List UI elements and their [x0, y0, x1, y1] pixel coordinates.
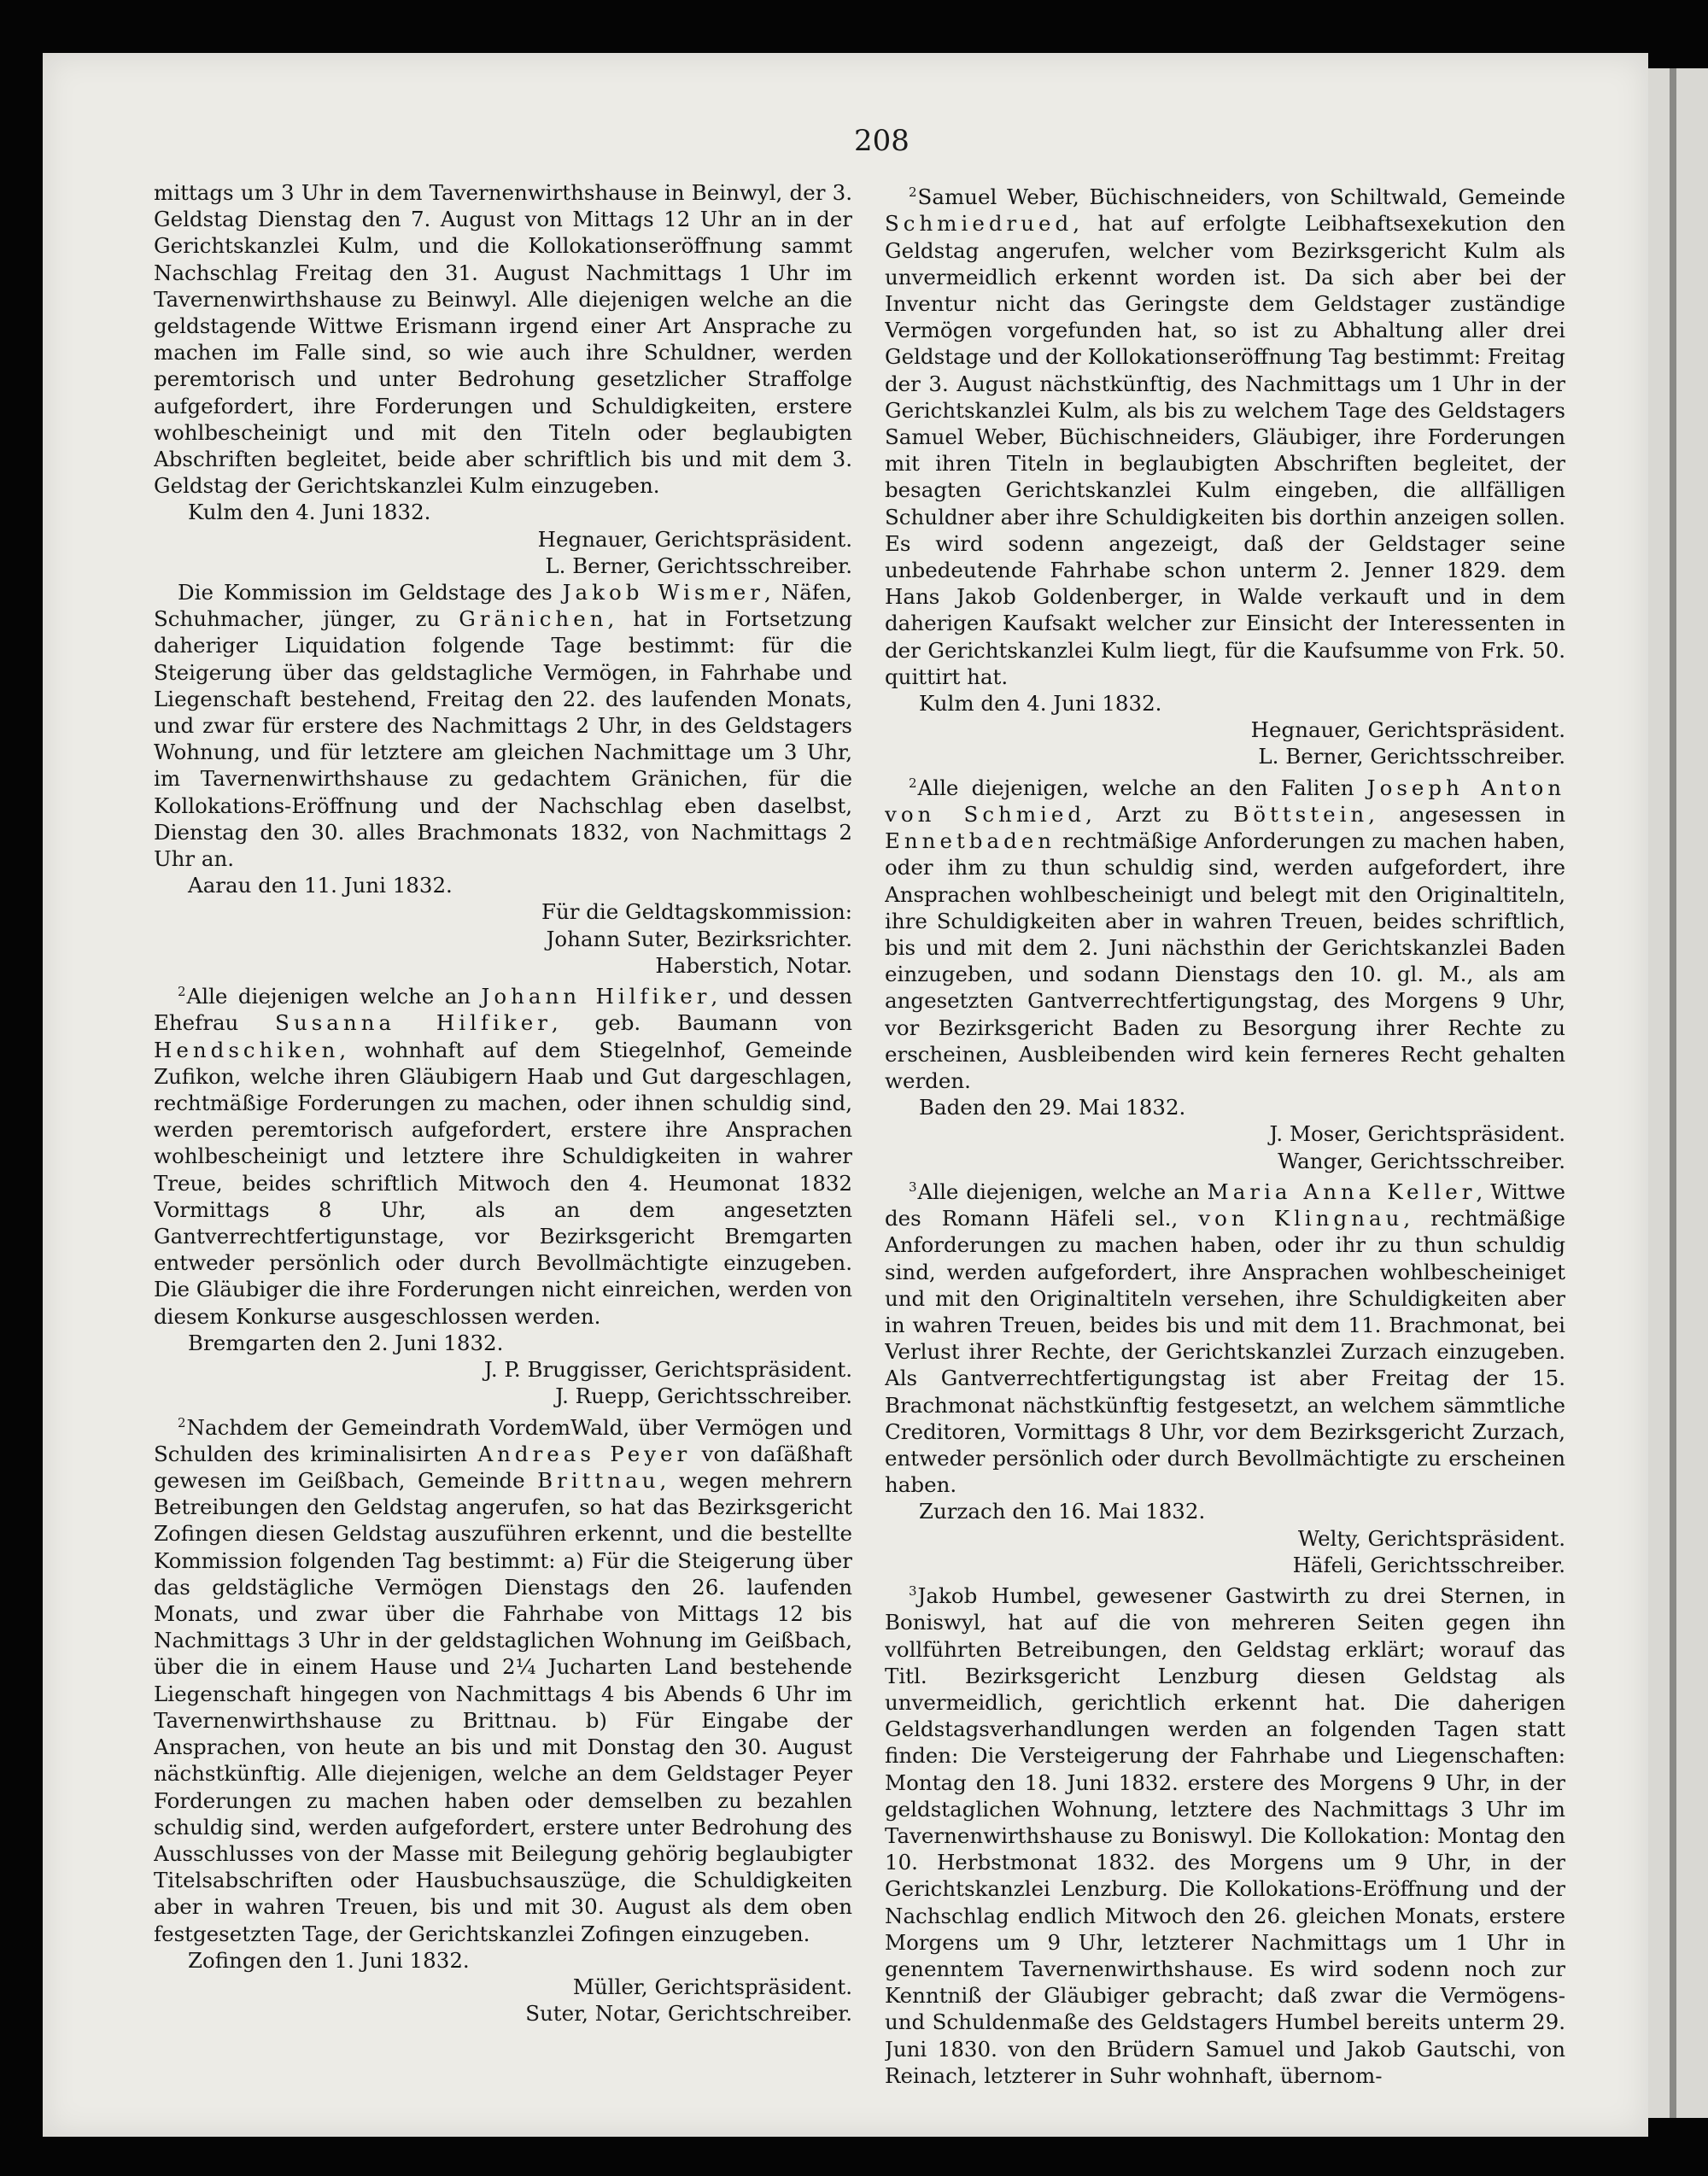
person-name: Jakob Wismer: [562, 580, 765, 605]
notice-schmied-signature-president: J. Moser, Gerichtspräsident.: [1269, 1121, 1565, 1147]
notice-hilfiker: $^2$Alle diejenigen welche an Johann Hilfiker, und dessen Ehefrau Susanna Hilfiker, geb. Baumann von Hendschiken, wohnhaft auf dem Stiegelnhof, Gemeinde Zufikon, welche ihren Gläubigern Haab und Gut dargeschlagen, rechtmäßige Forderungen zu machen, oder ihnen schuldig sind, werden peremtorisch aufgefordert, erstere ihre Ansprachen wohlbescheinigt und letztere ihre Schuldigkeiten in wahrer Treue, beides schriftlich Mitwoch den 4. Heumonat 1832 Vormittags 8 Uhr, als an dem angesetzten Gantverrechtfertigunstage, vor Bezirksgericht Bremgarten entweder persönlich oder durch Bevollmächtigte einzugeben. Die Gläubiger die ihre Forderungen nicht einreichen, werden von diesem Konkurse ausgeschlossen werden.: [154, 984, 852, 1329]
notice-peyer-signature-clerk: Suter, Notar, Gerichtschreiber.: [525, 2001, 852, 2027]
person-name: Susanna Hilfiker: [275, 1010, 552, 1036]
person-name: Joseph Anton von Schmied: [885, 775, 1565, 827]
place-name: Hendschiken: [154, 1037, 340, 1062]
notice-schmied-signature-clerk: Wanger, Gerichtsschreiber.: [1278, 1148, 1565, 1173]
person-name: Maria Anna Keller: [1207, 1179, 1477, 1204]
notice-weber-signature-president: Hegnauer, Gerichtspräsident.: [1250, 717, 1565, 743]
notice-erismann-place-date: Kulm den 4. Juni 1832.: [188, 500, 431, 525]
right-column: [885, 179, 1565, 2126]
notice-erismann-signature-president: Hegnauer, Gerichtspräsident.: [537, 526, 852, 552]
person-name: Samuel Weber: [917, 184, 1073, 210]
place-name: Brittnau: [537, 1468, 660, 1494]
notice-keller: $^3$Alle diejenigen, welche an Maria Anna Keller, Wittwe des Romann Häfeli sel., von Klingnau, rechtmäßige Anforderungen zu machen haben, oder ihr zu thun schuldig sind, werden aufgefordert, ihre Ansprachen wohlbescheiniget und mit den Originaltiteln versehen, ihre Schuldigkeiten aber in wahren Treuen, beides bis und mit dem 11. Brachmonat, bei Verlust ihrer Rechte, der Gerichtskanzlei Zurzach einzugeben. Als Gantverrechtfertigungstag ist aber Freitag der 15. Brachmonat nächstkünftig festgesetzt, an welchem sämmtliche Creditoren, Vormittags 8 Uhr, vor dem Bezirksgericht Zurzach, entweder persönlich oder durch Bevollmächtigte zu erscheinen haben.: [885, 1179, 1565, 1498]
place-name: Gränichen: [459, 606, 608, 632]
notice-wismer: Die Kommission im Geldstage des Jakob Wismer, Näfen, Schuhmacher, jünger, zu Gränichen, hat in Fortsetzung daheriger Liquidation folgende Tage bestimmt: für die Steigerung über das geldstagliche Vermögen, in Fahrhabe und Liegenschaft bestehend, Freitag den 22. des laufenden Monats, und zwar für erstere des Nachmittags 2 Uhr, in des Geldstagers Wohnung, und für letztere am gleichen Nachmittage um 3 Uhr, im Tavernenwirthshause zu gedachtem Gränichen, für die Kollokations-Eröffnung und der Nachschlag eben daselbst, Dienstag den 30. alles Brachmonats 1832, von Nachmittags 2 Uhr an.: [154, 580, 852, 872]
notice-hilfiker-signature-president: J. P. Bruggisser, Gerichtspräsident.: [483, 1357, 852, 1383]
place-name: Böttstein: [1233, 801, 1369, 827]
place-name: Schmiedrued: [885, 211, 1073, 237]
place-name: von Klingnau: [1198, 1206, 1404, 1231]
notice-wismer-signature-notary: Haberstich, Notar.: [655, 952, 852, 978]
person-name: Johann Hilfiker: [481, 984, 711, 1009]
notice-hilfiker-place-date: Bremgarten den 2. Juni 1832.: [188, 1330, 504, 1355]
notice-hilfiker-signature-clerk: J. Ruepp, Gerichtsschreiber.: [555, 1383, 852, 1409]
notice-schmied: $^2$Alle diejenigen, welche an den Faliten Joseph Anton von Schmied, Arzt zu Böttstein, angesessen in Ennetbaden rechtmäßige Anforderungen zu machen haben, oder ihm zu thun schuldig sind, werden aufgefordert, ihre Ansprachen wohlbescheinigt und belegt mit den Originaltiteln, ihre Schuldigkeiten aber in wahren Treuen, beides schriftlich, bis und mit dem 2. Juni nächsthin der Gerichtskanzlei Baden einzugeben, und sodann Dienstags den 10. gl. M., als am angesetzten Gantverrechtfertigungstag, des Morgens 9 Uhr, vor Bezirksgericht Baden zu Besorgung ihrer Rechte zu erscheinen, Ausbleibenden wird kein ferneres Recht gehalten werden.: [885, 775, 1565, 1094]
notice-wismer-signature-judge: Johann Suter, Bezirksrichter.: [546, 926, 852, 951]
left-column: [154, 179, 852, 2126]
notice-peyer-place-date: Zofingen den 1. Juni 1832.: [188, 1947, 470, 1973]
notice-wismer-signature-heading: Für die Geldtagskommission:: [541, 899, 852, 925]
place-name: Ennetbaden: [885, 828, 1056, 854]
notice-weber-place-date: Kulm den 4. Juni 1832.: [919, 691, 1162, 717]
notice-erismann-body: mittags um 3 Uhr in dem Tavernenwirthshause in Beinwyl, der 3. Geldstag Dienstag den 7. August von Mittags 12 Uhr an in der Gerichtskanzlei Kulm, und die Kollokationseröffnung sammt Nachschlag Freitag den 31. August Nachmittags 1 Uhr im Tavernenwirthshause zu Beinwyl. Alle diejenigen welche an die geldstagende Wittwe Erismann irgend einer Art Ansprache zu machen im Falle sind, so wie auch ihre Schuldner, werden peremtorisch und unter Bedrohung gesetzlicher Straffolge aufgefordert, ihre Forderungen und Schuldigkeiten, erstere wohlbescheinigt und mit den Titeln oder beglaubigten Abschriften begleitet, beide aber schriftlich bis und mit dem 3. Geldstag der Gerichtskanzlei Kulm einzugeben.: [154, 180, 852, 499]
notice-erismann-signature-clerk: L. Berner, Gerichtsschreiber.: [545, 553, 852, 578]
person-name: Andreas Peyer: [477, 1441, 692, 1466]
notice-humbel: $^3$Jakob Humbel, gewesener Gastwirth zu drei Sternen, in Boniswyl, hat auf die von mehreren Seiten gegen ihn vollführten Betreibungen, den Geldstag erklärt; worauf das Titl. Bezirksgericht Lenzburg diesen Geldstag als unvermeidlich, gerichtlich erkennt hat. Die daherigen Geldstagsverhandlungen werden an folgenden Tagen statt finden: Die Versteigerung der Fahrhabe und Liegenschaften: Montag den 18. Juni 1832. erstere des Morgens 9 Uhr, in der geldstaglichen Wohnung, letztere des Nachmittags 3 Uhr im Tavernenwirthshause zu Boniswyl. Die Kollokation: Montag den 10. Herbstmonat 1832. des Morgens um 9 Uhr, in der Gerichtskanzlei Lenzburg. Die Kollokations-Eröffnung und der Nachschlag endlich Mitwoch den 26. gleichen Monats, erstere Morgens um 9 Uhr, letzterer Nachmittags um 1 Uhr in genenntem Tavernenwirthshause. Es wird sodenn noch zur Kenntniß der Gläubiger gebracht; daß zwar die Vermögens- und Schuldenmaße des Geldstagers Humbel bereits unterm 29. Juni 1830. von den Brüdern Samuel und Jakob Gautschi, von Reinach, letzterer in Suhr wohnhaft, übernom-: [885, 1583, 1565, 2088]
notice-weber-signature-clerk: L. Berner, Gerichtsschreiber.: [1258, 744, 1565, 769]
notice-peyer: $^2$Nachdem der Gemeindrath VordemWald, über Vermögen und Schulden des kriminalisirten Andreas Peyer von daſäßhaft gewesen im Geißbach, Gemeinde Brittnau, wegen mehrern Betreibungen den Geldstag angerufen, so hat das Bezirksgericht Zofingen diesen Geldstag auszuführen erkennt, und die bestellte Kommission folgenden Tag bestimmt: a) Für die Steigerung über das geldstägliche Vermögen Dienstags den 26. laufenden Monats, und zwar über die Fahrhabe von Mittags 12 bis Nachmittags 3 Uhr in der geldstaglichen Wohnung im Geißbach, über die in einem Hause und 2¼ Jucharten Land bestehende Liegenschaft hingegen von Nachmittags 4 bis Abends 6 Uhr im Tavernenwirthshause zu Brittnau. b) Für Eingabe der Ansprachen, von heute an bis und mit Donstag den 30. August nächstkünftig. Alle diejenigen, welche an dem Geldstager Peyer Forderungen zu machen haben oder demselben zu bezahlen schuldig sind, werden aufgefordert, erstere unter Bedrohung des Ausschlusses von der Masse mit Beilegung gehörig beglaubigter Titelsabschriften oder Hausbuchsauszüge, die Schuldigkeiten aber in wahren Treuen, bis und mit 30. August als dem oben festgesetzten Tage, der Gerichtskanzlei Zofingen einzugeben.: [154, 1414, 852, 1946]
notice-keller-signature-clerk: Häfeli, Gerichtsschreiber.: [1292, 1552, 1565, 1577]
notice-peyer-signature-president: Müller, Gerichtspräsident.: [572, 1974, 852, 1999]
notice-keller-place-date: Zurzach den 16. Mai 1832.: [919, 1499, 1206, 1524]
page-number: 208: [854, 124, 910, 158]
notice-weber: $^2$Samuel Weber, Büchischneiders, von Schiltwald, Gemeinde Schmiedrued, hat auf erfolgte Leibhaftsexekution den Geldstag angerufen, welcher vom Bezirksgericht Kulm als unvermeidlich erkennt worden ist. Da sich aber bei der Inventur nicht das Geringste dem Geldstager zuständige Vermögen vorgefunden hat, so ist zu Abhaltung aller drei Geldstage und der Kollokationseröffnung Tag bestimmt: Freitag der 3. August nächstkünftig, des Nachmittags um 1 Uhr in der Gerichtskanzlei Kulm, als bis zu welchem Tage des Geldstagers Samuel Weber, Büchischneiders, Gläubiger, ihre Forderungen mit ihren Titeln in beglaubigten Abschriften begleitet, der besagten Gerichtskanzlei Kulm eingeben, die allfälligen Schuldner aber ihre Schuldigkeiten bis dorthin anzeigen sollen. Es wird sodenn angezeigt, daß der Geldstager seine unbedeutende Fahrhabe schon unterm 2. Jenner 1829. dem Hans Jakob Goldenberger, in Walde verkauft und in dem daherigen Kaufsakt welcher zur Einsicht der Interessenten in der Gerichtskanzlei Kulm liegt, für die Kaufsumme von Frk. 50. quittirt hat.: [885, 184, 1565, 689]
notice-keller-signature-president: Welty, Gerichtspräsident.: [1297, 1525, 1565, 1551]
notice-wismer-place-date: Aarau den 11. Juni 1832.: [188, 873, 453, 898]
page-gutter: [1670, 68, 1676, 2118]
notice-schmied-place-date: Baden den 29. Mai 1832.: [919, 1095, 1186, 1120]
